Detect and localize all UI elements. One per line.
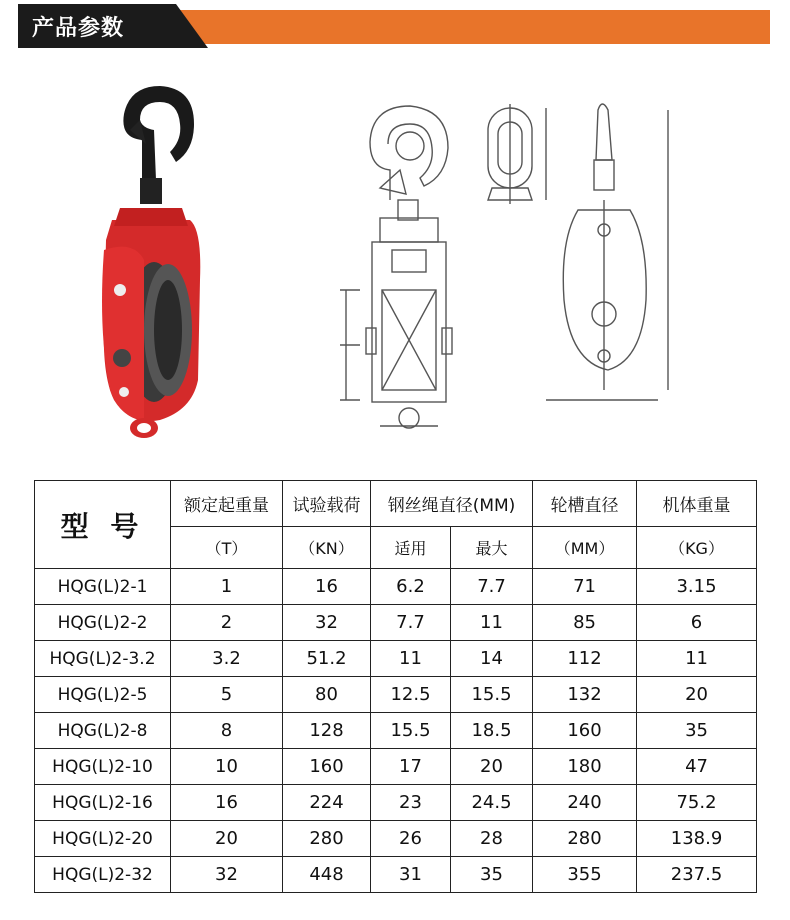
header-rope-diameter: 钢丝绳直径(MM) [371, 481, 533, 527]
cell-rated-load: 16 [171, 785, 283, 821]
cell-groove-diameter: 132 [533, 677, 637, 713]
header-rated-load: 额定起重量 [171, 481, 283, 527]
cell-groove-diameter: 85 [533, 605, 637, 641]
table-row [35, 821, 757, 857]
side-technical-drawing [538, 100, 688, 440]
cell-groove-diameter: 280 [533, 821, 637, 857]
cell-groove-diameter: 355 [533, 857, 637, 893]
header-groove-diameter: 轮槽直径 [533, 481, 637, 527]
section-banner [18, 4, 770, 48]
cell-model: HQG(L)2-10 [35, 749, 171, 785]
table-row [35, 785, 757, 821]
table-row [35, 857, 757, 893]
cell-test-load: 224 [283, 785, 371, 821]
header-rope-applicable: 适用 [371, 527, 451, 569]
cell-body-weight: 3.15 [637, 569, 757, 605]
cell-rated-load: 5 [171, 677, 283, 713]
cell-test-load: 128 [283, 713, 371, 749]
cell-rope-max: 11 [451, 605, 533, 641]
table-row [35, 569, 757, 605]
cell-rope-applicable: 7.7 [371, 605, 451, 641]
cell-rope-applicable: 26 [371, 821, 451, 857]
cell-test-load: 16 [283, 569, 371, 605]
table-row [35, 677, 757, 713]
table-row [35, 713, 757, 749]
header-rope-max: 最大 [451, 527, 533, 569]
cell-rope-max: 18.5 [451, 713, 533, 749]
header-test-load-unit: （KN） [283, 527, 371, 569]
cell-model: HQG(L)2-3.2 [35, 641, 171, 677]
header-test-load: 试验载荷 [283, 481, 371, 527]
cell-rated-load: 1 [171, 569, 283, 605]
cell-rope-max: 15.5 [451, 677, 533, 713]
cell-rope-applicable: 17 [371, 749, 451, 785]
cell-body-weight: 6 [637, 605, 757, 641]
cell-rope-max: 35 [451, 857, 533, 893]
cell-body-weight: 11 [637, 641, 757, 677]
header-groove-unit: （MM） [533, 527, 637, 569]
cell-groove-diameter: 112 [533, 641, 637, 677]
cell-groove-diameter: 180 [533, 749, 637, 785]
cell-test-load: 80 [283, 677, 371, 713]
cell-rope-max: 20 [451, 749, 533, 785]
cell-body-weight: 75.2 [637, 785, 757, 821]
cell-rope-applicable: 11 [371, 641, 451, 677]
cell-rope-applicable: 23 [371, 785, 451, 821]
header-model: 型 号 [35, 481, 171, 569]
cell-groove-diameter: 71 [533, 569, 637, 605]
pulley-photo [90, 80, 220, 440]
cell-test-load: 160 [283, 749, 371, 785]
product-illustrations [0, 60, 790, 450]
spec-table-body [35, 569, 757, 893]
cell-rope-max: 24.5 [451, 785, 533, 821]
cell-rope-applicable: 31 [371, 857, 451, 893]
cell-test-load: 32 [283, 605, 371, 641]
cell-test-load: 448 [283, 857, 371, 893]
cell-rope-max: 14 [451, 641, 533, 677]
banner-title: 产品参数 [32, 16, 125, 41]
cell-body-weight: 237.5 [637, 857, 757, 893]
cell-groove-diameter: 160 [533, 713, 637, 749]
cell-model: HQG(L)2-1 [35, 569, 171, 605]
cell-model: HQG(L)2-8 [35, 713, 171, 749]
table-row [35, 749, 757, 785]
cell-rope-applicable: 6.2 [371, 569, 451, 605]
cell-rated-load: 20 [171, 821, 283, 857]
cell-model: HQG(L)2-16 [35, 785, 171, 821]
cell-rated-load: 10 [171, 749, 283, 785]
cell-model: HQG(L)2-20 [35, 821, 171, 857]
cell-body-weight: 35 [637, 713, 757, 749]
cell-rated-load: 8 [171, 713, 283, 749]
cell-rated-load: 2 [171, 605, 283, 641]
cell-rope-max: 28 [451, 821, 533, 857]
cell-rope-max: 7.7 [451, 569, 533, 605]
cell-model: HQG(L)2-5 [35, 677, 171, 713]
cell-model: HQG(L)2-32 [35, 857, 171, 893]
cell-model: HQG(L)2-2 [35, 605, 171, 641]
cell-test-load: 51.2 [283, 641, 371, 677]
cell-body-weight: 20 [637, 677, 757, 713]
front-technical-drawing [320, 100, 470, 440]
cell-rope-applicable: 15.5 [371, 713, 451, 749]
cell-rope-applicable: 12.5 [371, 677, 451, 713]
cell-groove-diameter: 240 [533, 785, 637, 821]
cell-test-load: 280 [283, 821, 371, 857]
cell-rated-load: 3.2 [171, 641, 283, 677]
cell-rated-load: 32 [171, 857, 283, 893]
table-row [35, 605, 757, 641]
header-rated-load-unit: （T） [171, 527, 283, 569]
spec-table [34, 480, 757, 893]
header-body-weight: 机体重量 [637, 481, 757, 527]
header-body-weight-unit: （KG） [637, 527, 757, 569]
table-row [35, 641, 757, 677]
cell-body-weight: 47 [637, 749, 757, 785]
cell-body-weight: 138.9 [637, 821, 757, 857]
